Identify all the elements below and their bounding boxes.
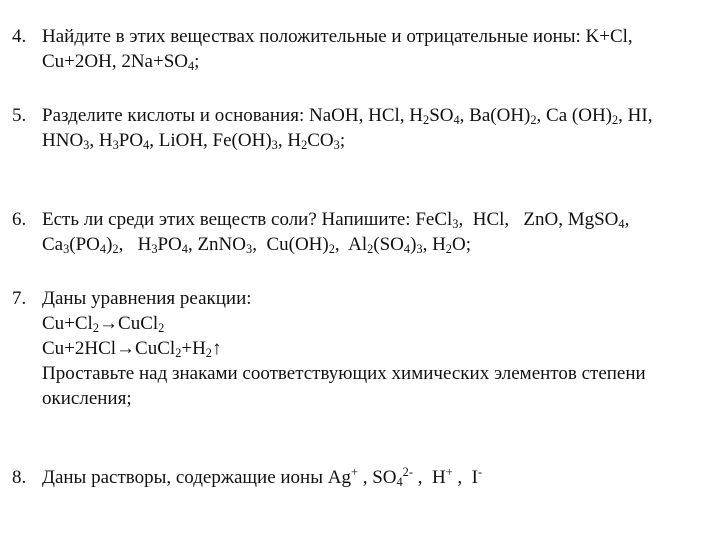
question-7 (12, 286, 712, 411)
question-text (42, 286, 712, 411)
question-line: $HNO_3$, $H_3PO_4$, LiOH, $Fe(OH)_3$, $H_2CO_3$; (42, 130, 346, 153)
question-line: Разделите кислоты и основания: NaOH, HCl, $H_2SO_4$, $Ba(OH)_2$, Ca $(OH)_2$, HI, (42, 105, 653, 128)
question-text (42, 103, 712, 153)
question-6 (12, 207, 712, 257)
question-line: Найдите в этих веществах положительные и отрицательные ионы: K+Cl, (42, 26, 633, 47)
question-8 (12, 465, 712, 490)
question-number: 6. (12, 209, 27, 230)
question-line: Есть ли среди этих веществ соли? Напишите: FeCl$_3$, HCl, ZnO, MgSO$_4$, (42, 209, 630, 232)
question-4 (12, 24, 712, 74)
question-number: 4. (12, 26, 27, 47)
equation-1: $Cu+Cl_2\to CuCl_2$ (42, 313, 165, 336)
question-number: 5. (12, 105, 27, 126)
question-number: 8. (12, 467, 27, 488)
question-text (42, 24, 712, 74)
question-line: $Ca_3(PO_4)_2$, $H_3PO_4$, ZnNO$_3$, $Cu(OH)_2$, $Al_2(SO_4)_3$, $H_2O$; (42, 234, 471, 257)
question-line: Даны уравнения реакции: (42, 288, 252, 309)
question-line: Проставьте над знаками соответствующих химических элементов степени (42, 363, 646, 384)
equation-2: $Cu+2HCl\to CuCl_2+H_2↑$ (42, 338, 222, 361)
question-line: Cu+2OH, $2Na+SO_4$; (42, 51, 200, 74)
question-text (42, 465, 712, 490)
question-number: 7. (12, 288, 27, 309)
question-line: Даны растворы, содержащие ионы Ag+ , $SO_4^{2-}$ , H+ , I- (42, 465, 483, 490)
question-text (42, 207, 712, 257)
question-line: окисления; (42, 388, 132, 409)
question-5 (12, 103, 712, 153)
